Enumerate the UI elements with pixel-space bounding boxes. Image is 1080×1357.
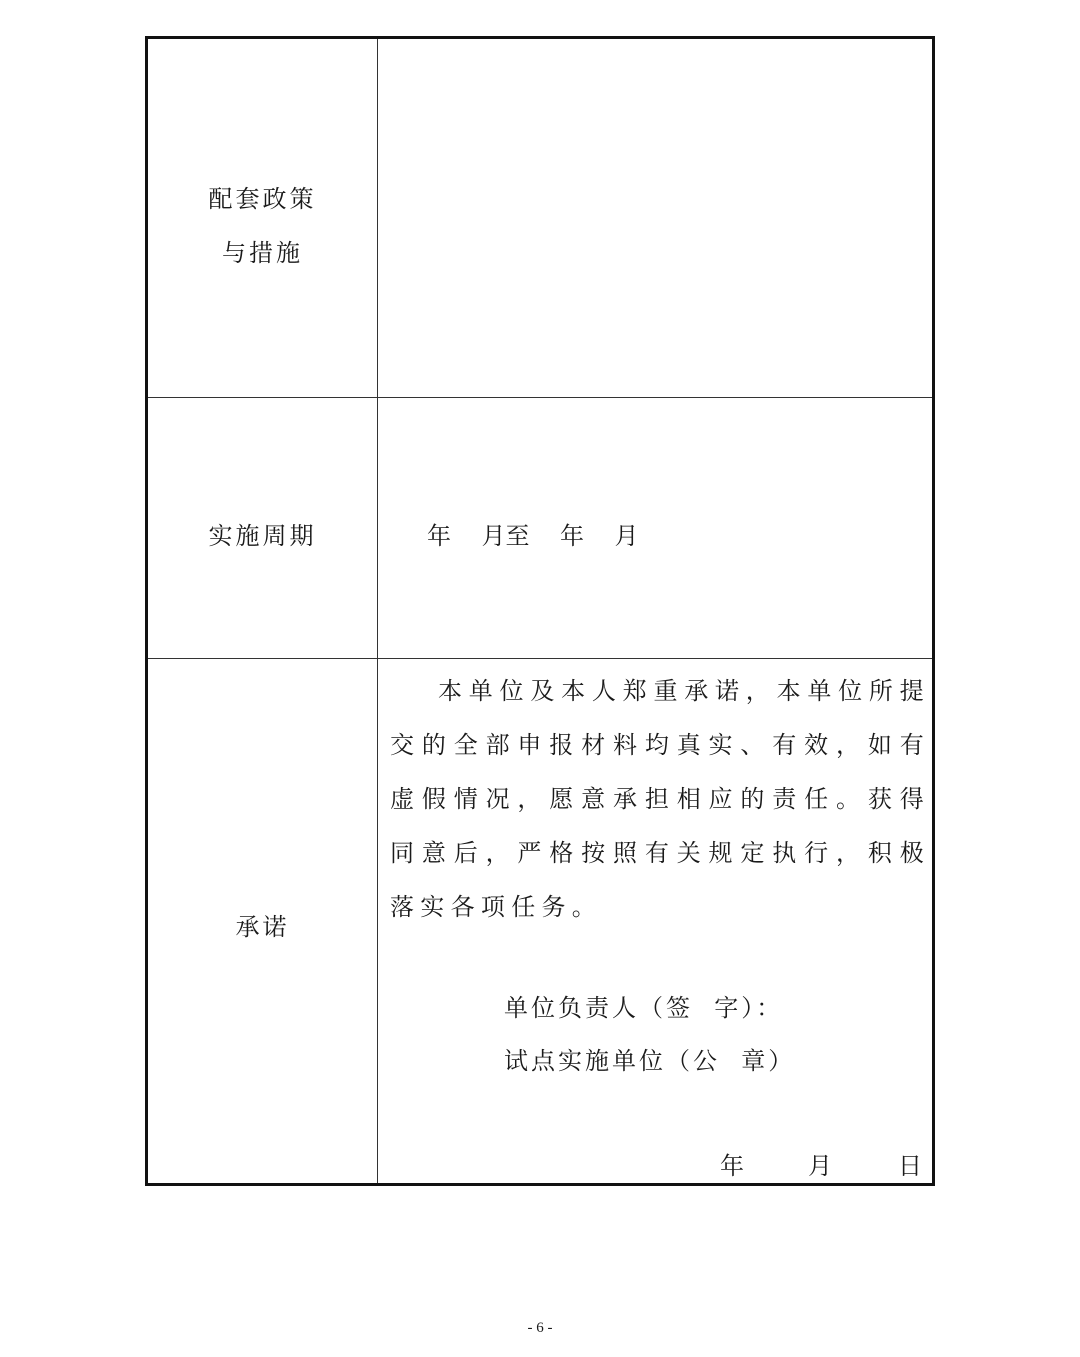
- date-year: 年: [720, 1152, 744, 1180]
- signature-line: 单位负责人（签 字）：: [504, 994, 784, 1022]
- policy-measures-label-line2: 与措施: [222, 239, 303, 267]
- implementation-period-label: 实施周期: [208, 522, 317, 550]
- date-day: 日: [898, 1152, 922, 1180]
- commitment-statement: 本单位及本人郑重承诺，本单位所提交的全部申报材料均真实、有效，如有虚假情况，愿意承担相应的责任。获得同意后，严格按照有关规定执行，积极落实各项任务。: [390, 677, 930, 921]
- row-divider: [148, 658, 932, 659]
- page-number: - 6 -: [527, 1320, 553, 1336]
- policy-measures-label-line1: 配套政策: [208, 185, 317, 213]
- row-divider: [148, 397, 932, 398]
- column-divider: [377, 39, 378, 1183]
- commitment-label: 承诺: [235, 913, 290, 941]
- policy-measures-label: [148, 172, 377, 280]
- implementation-period-value: 年 月至 年 月: [427, 522, 639, 550]
- seal-line: 试点实施单位（公 章）: [504, 1047, 796, 1075]
- date-month: 月: [808, 1152, 832, 1180]
- application-form-table: [145, 36, 935, 1186]
